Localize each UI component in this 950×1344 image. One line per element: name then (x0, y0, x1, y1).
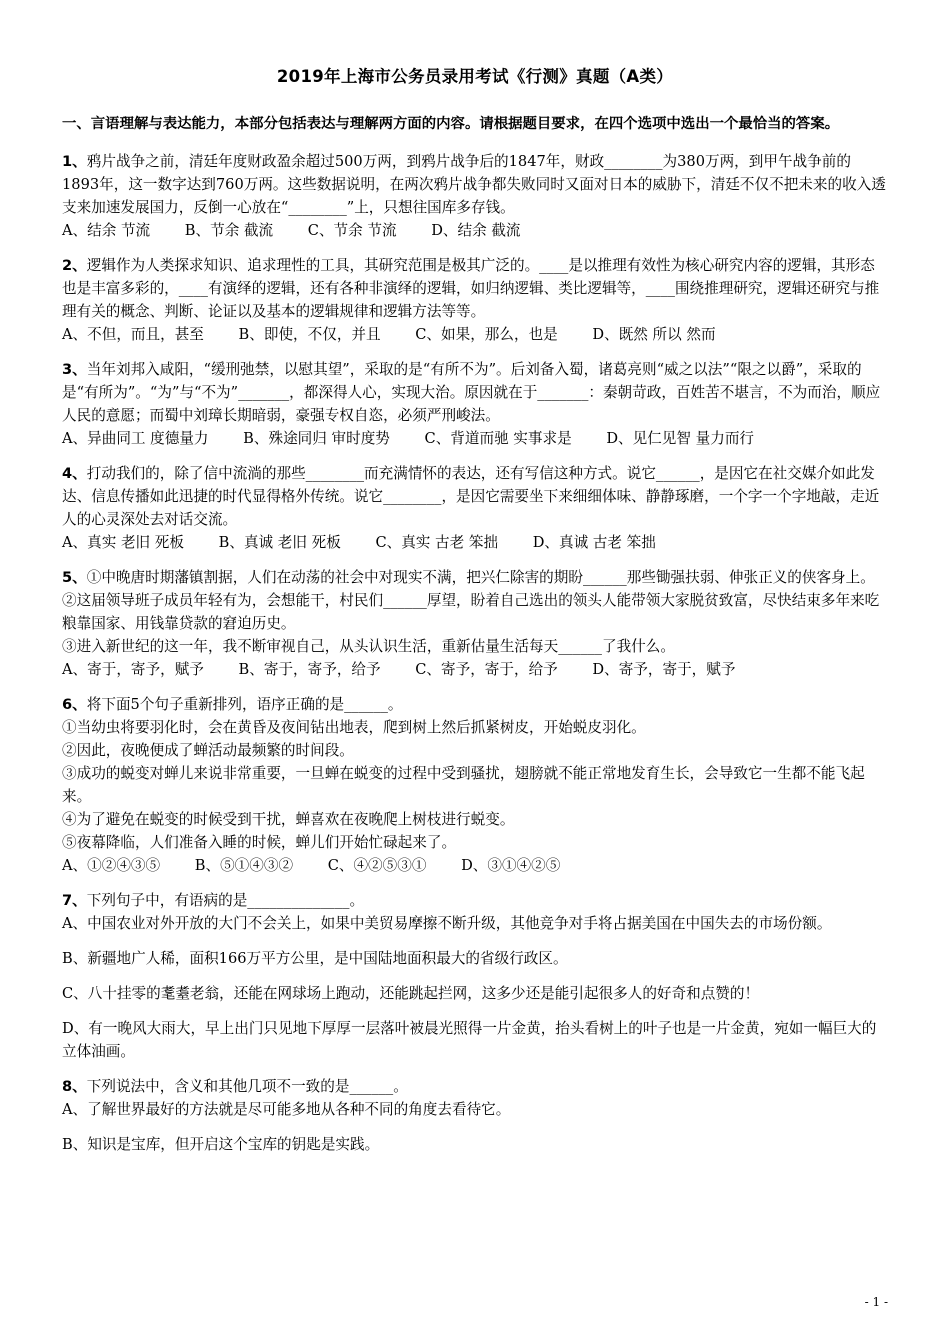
question-stem: 将下面5个句子重新排列，语序正确的是______。 (86, 696, 403, 713)
question-number: 6、 (62, 696, 87, 713)
option-d: D、结余 截流 (431, 222, 521, 239)
option-c: C、如果，那么，也是 (415, 326, 558, 343)
option-c: C、寄予，寄于，给予 (415, 661, 558, 678)
sentence-item: ④为了避免在蜕变的时候受到干扰，蝉喜欢在夜晚爬上树枝进行蜕变。 (62, 811, 515, 828)
options-row (62, 658, 888, 681)
question-stem-line: ②这届领导班子成员年轻有为，会想能干，村民们______厚望，盼着自己选出的领头人能带领大家脱贫致富，尽快结束多年来吃粮靠国家、用钱靠贷款的窘迫历史。 (62, 592, 880, 632)
question-stem: 打动我们的，除了信中流淌的那些________而充满情怀的表达，还有写信这种方式。说它______，是因它在社交媒介如此发达、信息传播如此迅捷的时代显得格外传统。说它________，是因它需要坐下来细细体味、静静琢磨，一个字一个字地敲，走近人的心灵深处去对话交流。 (62, 465, 880, 528)
question-number: 7、 (62, 892, 87, 909)
document-title: 2019年上海市公务员录用考试《行测》真题（A类） (276, 67, 674, 86)
option-d: D、③①④②⑤ (461, 857, 561, 874)
section-heading: 一、言语理解与表达能力，本部分包括表达与理解两方面的内容。请根据题目要求，在四个选项中选出一个最恰当的答案。 (62, 116, 840, 132)
option-b: B、真诚 老旧 死板 (218, 534, 341, 551)
option-a: A、结余 节流 (62, 222, 151, 239)
question-stem: 逻辑作为人类探求知识、追求理性的工具，其研究范围是极其广泛的。____是以推理有效性为核心研究内容的逻辑，其形态也是丰富多彩的，____有演绎的逻辑，还有各种非演绎的逻辑，如归纳逻辑、类比逻辑等，____围绕推理研究，逻辑还研究与推理有关的概念、判断、论证以及基本的逻辑规律和逻辑方法等等。 (62, 257, 880, 320)
option-a: A、真实 老旧 死板 (62, 534, 184, 551)
options-row (62, 219, 888, 242)
option-d: D、寄予，寄于，赋予 (592, 661, 736, 678)
page-number: - 1 - (864, 1295, 888, 1309)
option-a: A、异曲同工 度德量力 (62, 430, 209, 447)
question-number: 2、 (62, 257, 87, 274)
sentence-item: ②因此，夜晚便成了蝉活动最频繁的时间段。 (62, 742, 354, 759)
question-number: 3、 (62, 361, 87, 378)
question-number: 1、 (62, 153, 87, 170)
choice-c: C、八十挂零的耄耋老翁，还能在网球场上跑动，还能跳起拦网，这多少还是能引起很多人的好奇和点赞的！ (62, 985, 760, 1002)
question-stem: 当年刘邦入咸阳，“缓刑弛禁，以慰其望”，采取的是“有所不为”。后刘备入蜀，诸葛亮则“威之以法”“限之以爵”，采取的是“有所为”。“为”与“不为”_______，都深得人心，实现大治。原因就在于_______：秦朝苛政，百姓苦不堪言，不为而治，顺应人民的意愿；而蜀中刘璋长期暗弱，豪强专权自恣，必须严刑峻法。 (62, 361, 881, 424)
question-6 (62, 693, 888, 877)
question-stem: 下列说法中，含义和其他几项不一致的是______。 (86, 1078, 408, 1095)
question-stem-line: ①中晚唐时期藩镇割据，人们在动荡的社会中对现实不满，把兴仁除害的期盼______那些锄强扶弱、伸张正义的侠客身上。 (86, 569, 875, 586)
choice-a: A、中国农业对外开放的大门不会关上，如果中美贸易摩擦不断升级，其他竞争对手将占据美国在中国失去的市场份额。 (62, 915, 832, 932)
choice-d: D、有一晚风大雨大，早上出门只见地下厚厚一层落叶被晨光照得一片金黄，抬头看树上的叶子也是一片金黄，宛如一幅巨大的立体油画。 (62, 1020, 877, 1060)
option-a: A、不但，而且，甚至 (62, 326, 204, 343)
sentence-item: ③成功的蜕变对蝉儿来说非常重要，一旦蝉在蜕变的过程中受到骚扰，翅膀就不能正常地发育生长，会导致它一生都不能飞起来。 (62, 765, 865, 805)
question-stem: 鸦片战争之前，清廷年度财政盈余超过500万两，到鸦片战争后的1847年，财政________为380万两，到甲午战争前的1893年，这一数字达到760万两。这些数据说明，在两次鸦片战争都失败同时又面对日本的威胁下，清廷不仅不把未来的收入透支来加速发展国力，反倒一心放在“________”上，只想往国库多存钱。 (62, 153, 886, 216)
option-c: C、背道而驰 实事求是 (424, 430, 572, 447)
sentence-item: ①当幼虫将要羽化时，会在黄昏及夜间钻出地表，爬到树上然后抓紧树皮，开始蜕皮羽化。 (62, 719, 646, 736)
options-row (62, 854, 888, 877)
options-row (62, 323, 888, 346)
option-a: A、①②④③⑤ (62, 857, 161, 874)
question-number: 8、 (62, 1078, 87, 1095)
options-row (62, 531, 888, 554)
question-stem-line: ③进入新世纪的这一年，我不断审视自己，从头认识生活，重新估量生活每天______了我什么。 (62, 638, 675, 655)
question-4 (62, 462, 888, 554)
option-c: C、④②⑤③① (327, 857, 427, 874)
question-2 (62, 254, 888, 346)
choice-b: B、新疆地广人稀，面积166万平方公里，是中国陆地面积最大的省级行政区。 (62, 950, 568, 967)
option-c: C、真实 古老 笨拙 (375, 534, 499, 551)
document-body (62, 113, 888, 1168)
option-b: B、节余 截流 (184, 222, 274, 239)
option-c: C、节余 节流 (307, 222, 397, 239)
option-b: B、寄于，寄予，给予 (238, 661, 381, 678)
option-d: D、既然 所以 然而 (592, 326, 716, 343)
option-b: B、⑤①④③② (194, 857, 294, 874)
sentence-item: ⑤夜幕降临，人们准备入睡的时候，蝉儿们开始忙碌起来了。 (62, 834, 457, 851)
options-row (62, 427, 888, 450)
choice-a: A、了解世界最好的方法就是尽可能多地从各种不同的角度去看待它。 (62, 1101, 511, 1118)
question-number: 5、 (62, 569, 87, 586)
question-7 (62, 889, 888, 1063)
question-3 (62, 358, 888, 450)
choice-b: B、知识是宝库，但开启这个宝库的钥匙是实践。 (62, 1136, 380, 1153)
option-a: A、寄于，寄予，赋予 (62, 661, 204, 678)
option-b: B、殊途同归 审时度势 (243, 430, 390, 447)
option-b: B、即使，不仅，并且 (238, 326, 381, 343)
question-number: 4、 (62, 465, 87, 482)
option-d: D、真诚 古老 笨拙 (532, 534, 656, 551)
question-1 (62, 150, 888, 242)
question-5 (62, 566, 888, 681)
option-d: D、见仁见智 量力而行 (606, 430, 755, 447)
question-stem: 下列句子中，有语病的是______________。 (86, 892, 365, 909)
question-8 (62, 1075, 888, 1156)
